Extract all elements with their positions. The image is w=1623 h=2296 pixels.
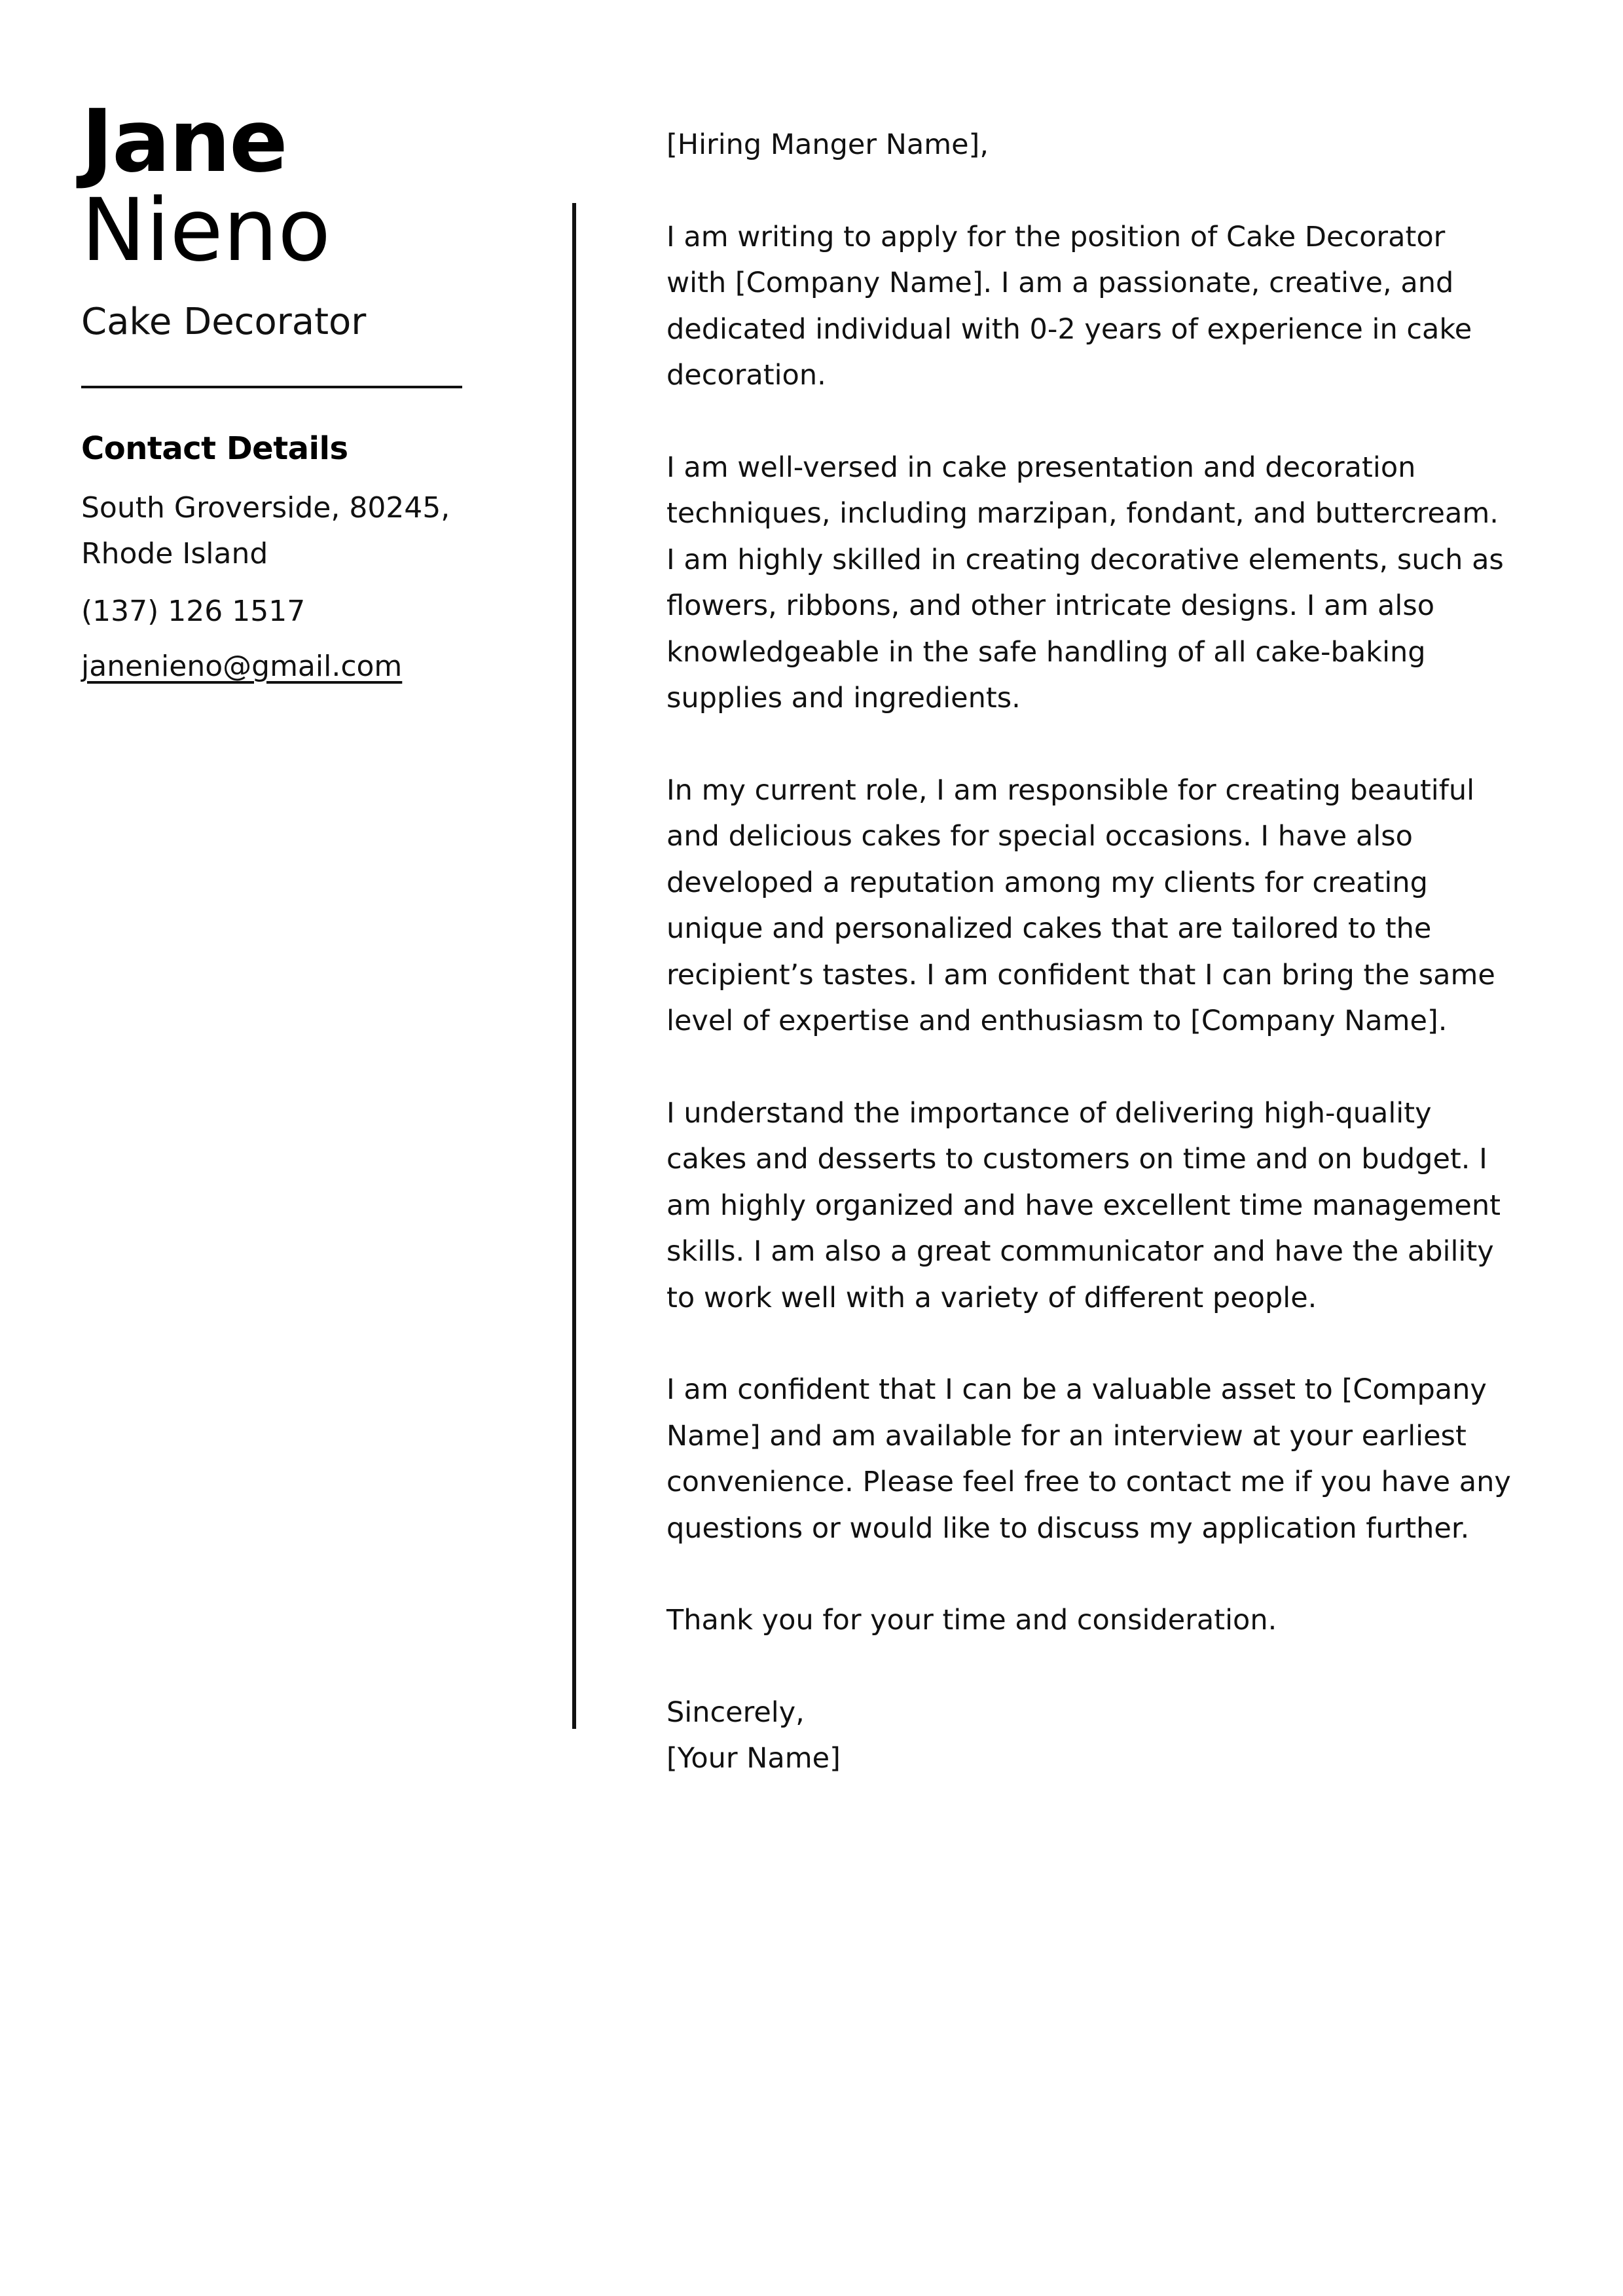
letter-paragraph-4: I understand the importance of delivering high-quality cakes and desserts to customers on time and on budget. I am highly organized and have excellent time management skills. I am also a great communicator and have the ability to work well with a variety of different people. [666,1096,1501,1314]
letter-paragraph-3: In my current role, I am responsible for creating beautiful and delicious cakes for special occasions. I have also developed a reputation among my clients for creating unique and personalized cakes that are tailored to the recipient’s tastes. I am confident that I can bring the same level of expertise and enthusiasm to [Company Name]. [666,773,1495,1037]
letter-body [666,122,1511,1782]
closing: Sincerely, [666,1695,805,1729]
address-line-2: Rhode Island [81,537,268,571]
vertical-divider [572,203,576,1729]
letter-paragraph-6: Thank you for your time and consideration. [666,1604,1277,1637]
job-title: Cake Decorator [81,301,367,343]
contact-heading: Contact Details [81,430,348,468]
contact-phone: (137) 126 1517 [81,595,306,629]
salutation: [Hiring Manger Name], [666,128,989,161]
sidebar [81,91,474,690]
address-line-1: South Groverside, 80245, [81,491,450,525]
contact-address [81,485,474,577]
header-divider [81,386,462,388]
signature: [Your Name] [666,1742,841,1775]
letter-paragraph-1: I am writing to apply for the position of Cake Decorator with [Company Name]. I am a passionate, creative, and dedicated individual with 0-2 years of experience in cake decoration. [666,220,1472,392]
contact-email-link[interactable]: janenieno@gmail.com [81,650,403,684]
last-name: Nieno [81,180,331,281]
letter-paragraph-2: I am well-versed in cake presentation and decoration techniques, including marzipan, fondant, and buttercream. I am highly skilled in creating decorative elements, such as flowers, ribbons, and other intricate designs. I am also knowledgeable in the safe handling of all cake-baking supplies and ingredients. [666,451,1504,714]
first-name: Jane [81,91,287,192]
letter-paragraph-5: I am confident that I can be a valuable asset to [Company Name] and am available for an interview at your earliest convenience. Please feel free to contact me if you have any questions or would like to discuss my application further. [666,1373,1511,1545]
